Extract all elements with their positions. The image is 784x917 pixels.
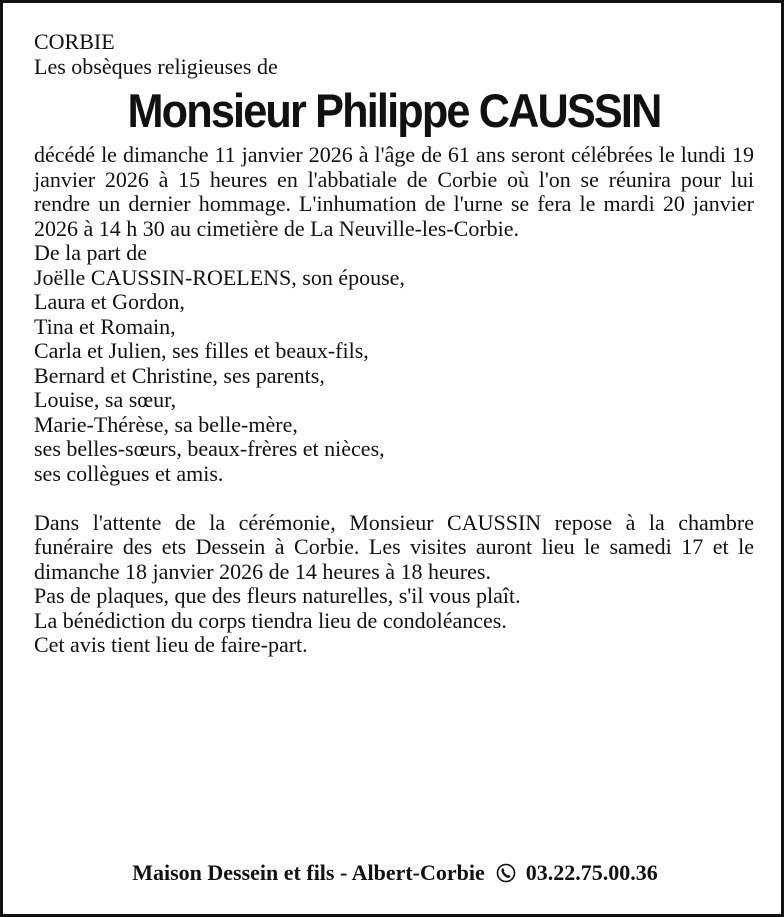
- family-line: Carla et Julien, ses filles et beaux-fils,: [34, 338, 369, 363]
- flowers-paragraph: Pas de plaques, que des fleurs naturelles, s'il vous plaît.: [34, 583, 521, 608]
- family-line: Tina et Romain,: [34, 313, 176, 339]
- announcement-paragraph: Cet avis tient lieu de faire-part.: [34, 632, 308, 657]
- family-intro: De la part de: [34, 240, 147, 265]
- phone-number: 03.22.75.00.36: [525, 860, 658, 885]
- phone-icon: [496, 863, 516, 883]
- footer: [3, 860, 784, 886]
- intro-text: Les obsèques religieuses de: [34, 53, 278, 79]
- ceremony-paragraph: décédé le dimanche 11 janvier 2026 à l'âge de 61 ans seront célébrées le lundi 19 janvier 2026 à 15 heures en l'abbatiale de Corbie où l'on se réunira pour lui rendre un dernier hommage. L'inhumation de l'urne se fera le mardi 20 janvier 2026 à 14 h 30 au cimetière de La Neuville-les-Corbie.: [34, 142, 754, 241]
- family-line: Marie-Thérèse, sa belle-mère,: [34, 411, 298, 437]
- family-line: ses belles-sœurs, beaux-frères et nièces,: [34, 436, 385, 461]
- family-line: Bernard et Christine, ses parents,: [34, 362, 325, 388]
- blessing-paragraph: La bénédiction du corps tiendra lieu de condoléances.: [34, 607, 507, 633]
- family-line: ses collègues et amis.: [34, 460, 224, 486]
- family-list: [34, 266, 754, 487]
- notice-body: [34, 30, 754, 658]
- deceased-name: Monsieur Philippe CAUSSIN: [127, 84, 661, 137]
- family-line: Joëlle CAUSSIN-ROELENS, son épouse,: [34, 264, 405, 290]
- company-name: Maison Dessein et fils - Albert-Corbie: [132, 860, 485, 885]
- funeral-home-paragraph: Dans l'attente de la cérémonie, Monsieur CAUSSIN repose à la chambre funéraire des ets Dessein à Corbie. Les visites auront lieu le samedi 17 et le dimanche 18 janvier 2026 de 14 heures à 18 heures.: [34, 509, 754, 584]
- family-line: Louise, sa sœur,: [34, 387, 177, 412]
- town-heading: CORBIE: [34, 29, 115, 54]
- family-line: Laura et Gordon,: [34, 289, 185, 314]
